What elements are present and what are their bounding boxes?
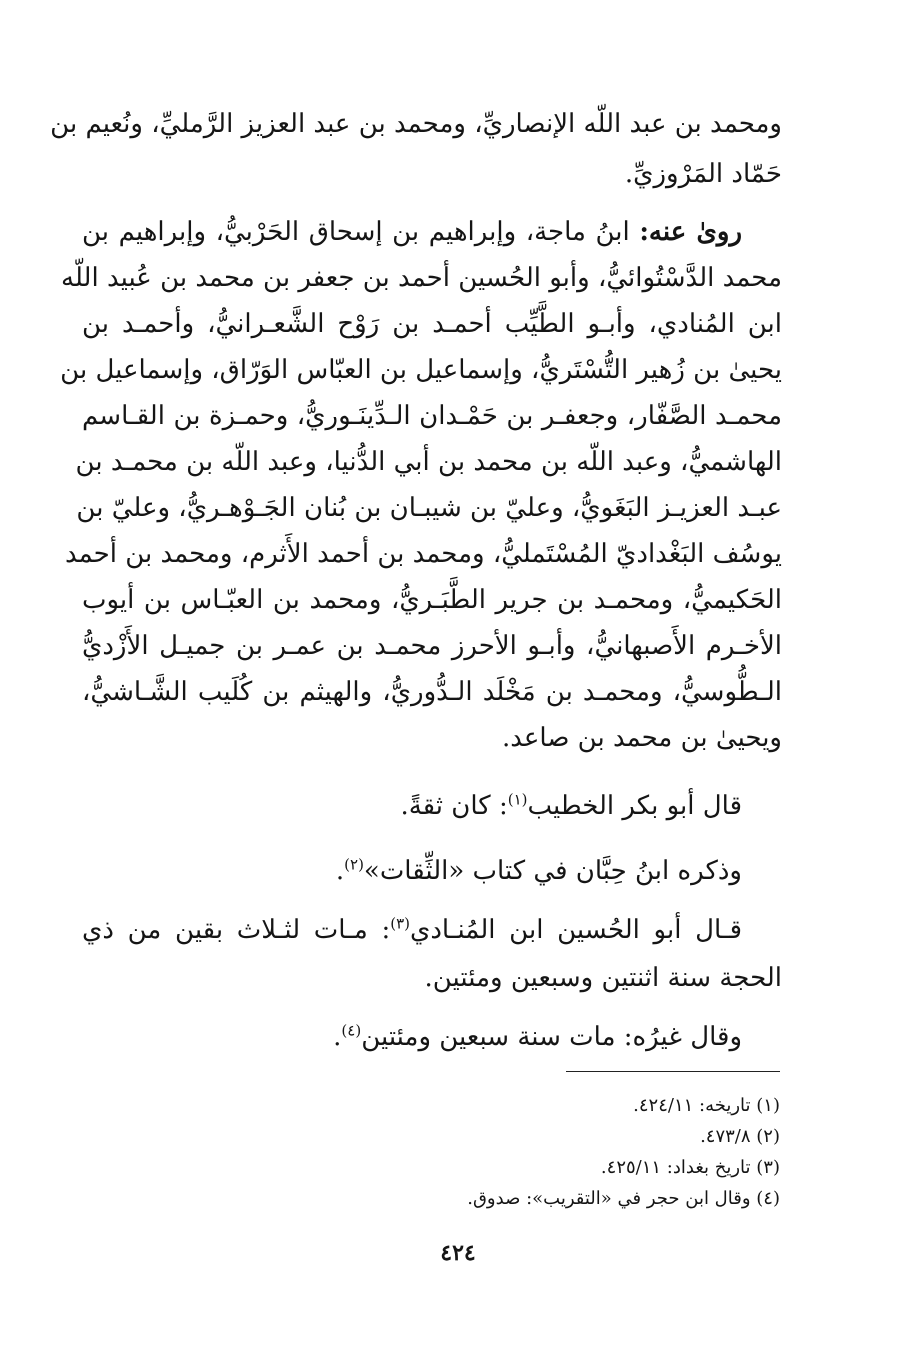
text-line: محمد الدَّسْتُوائيُّ، وأبو الحُسين أحمد بن جعفر بن محمد بن عُبيد اللّه [61,263,782,293]
text-line: الأخـرم الأَصبهانيُّ، وأبـو الأحرز محمـد بن عمـر بن جميـل الأَزْديُّ [82,631,782,661]
munadi-text: قـال أبو الحُسين ابن المُنـادي [409,915,742,945]
hibban-text: وذكره ابنُ حِبَّان في كتاب «الثِّقات» [363,856,742,886]
footnote-ref: (١) [507,790,528,809]
text-line [82,848,742,894]
text-line: الـطُّوسيُّ، ومحمـد بن مَخْلَد الـدُّوريُّ، والهيثم بن كُلَيب الشَّـاشيُّ، [82,677,782,707]
footnote-3: (٣) تاريخ بغداد: ٤٢٥/١١. [600,1157,780,1178]
footnote-separator [566,1071,780,1072]
text-line: ابن المُنادي، وأبـو الطَّيِّب أحمـد بن رَوْح الشَّعـرانيُّ، وأحمـد بن [82,309,782,339]
hibban-end: . [335,856,345,886]
text-line: الحَكيميُّ، ومحمـد بن جرير الطَّبَـريُّ، ومحمد بن العبّـاس بن أيوب [82,585,782,615]
footnote-ref: (٣) [390,914,410,933]
khatib-text: قال أبو بكر الخطيب [527,791,742,821]
footnote-ref: (٤) [341,1021,362,1040]
footnote-2: (٢) ٤٧٣/٨. [700,1126,780,1147]
footnote-ref: (٢) [344,855,364,874]
text-line [82,1014,742,1060]
text-line: الحجة سنة اثنتين وسبعين ومئتين. [424,963,782,993]
text-line: يحيىٰ بن زُهير التُّسْتَريُّ، وإسماعيل بن العبّاس الوَرّاق، وإسماعيل بن [60,355,782,385]
footnote-4: (٤) وقال ابن حجر في «التقريب»: صدوق. [467,1188,780,1209]
other-end: . [333,1022,342,1052]
khatib-rest: : كان ثقةً. [400,791,508,821]
text-line: حَمّاد المَرْوزيِّ. [624,159,782,189]
text-line [82,907,742,953]
other-text: وقال غيرُه: مات سنة سبعين ومئتين [361,1022,742,1052]
text-line [82,783,742,829]
text-line: ومحمد بن عبد اللّه الإنصاريِّ، ومحمد بن عبد العزيز الرَّمليِّ، ونُعيم بن [50,109,782,139]
footnote-1: (١) تاريخه: ٤٢٤/١١. [633,1095,780,1116]
text-line: الهاشميُّ، وعبد اللّه بن محمد بن أبي الدُّنيا، وعبد اللّه بن محمـد بن [75,447,782,477]
narrators-label: روىٰ عنه: [639,217,743,247]
munadi-rest: : مـات لثـلاث بقين من ذي [82,915,391,945]
page-number: ٤٢٤ [440,1240,476,1266]
narrators-line-1: ابنُ ماجة، وإبراهيم بن إسحاق الحَرْبيُّ، وإبراهيم بن [82,217,630,247]
text-line: يوسُف البَغْداديّ المُسْتَمليُّ، ومحمد بن أحمد الأَثرم، ومحمد بن أحمد [64,539,782,569]
text-line: محمـد الصَّفّار، وجعفـر بن حَمْـدان الـدِّينَـوريُّ، وحمـزة بن القـاسم [82,401,782,431]
text-line [82,209,742,255]
text-line: ويحيىٰ بن محمد بن صاعد. [501,723,782,753]
text-line: عبـد العزيـز البَغَويُّ، وعليّ بن شيبـان بن بُنان الجَـوْهـريُّ، وعليّ بن [76,493,782,523]
